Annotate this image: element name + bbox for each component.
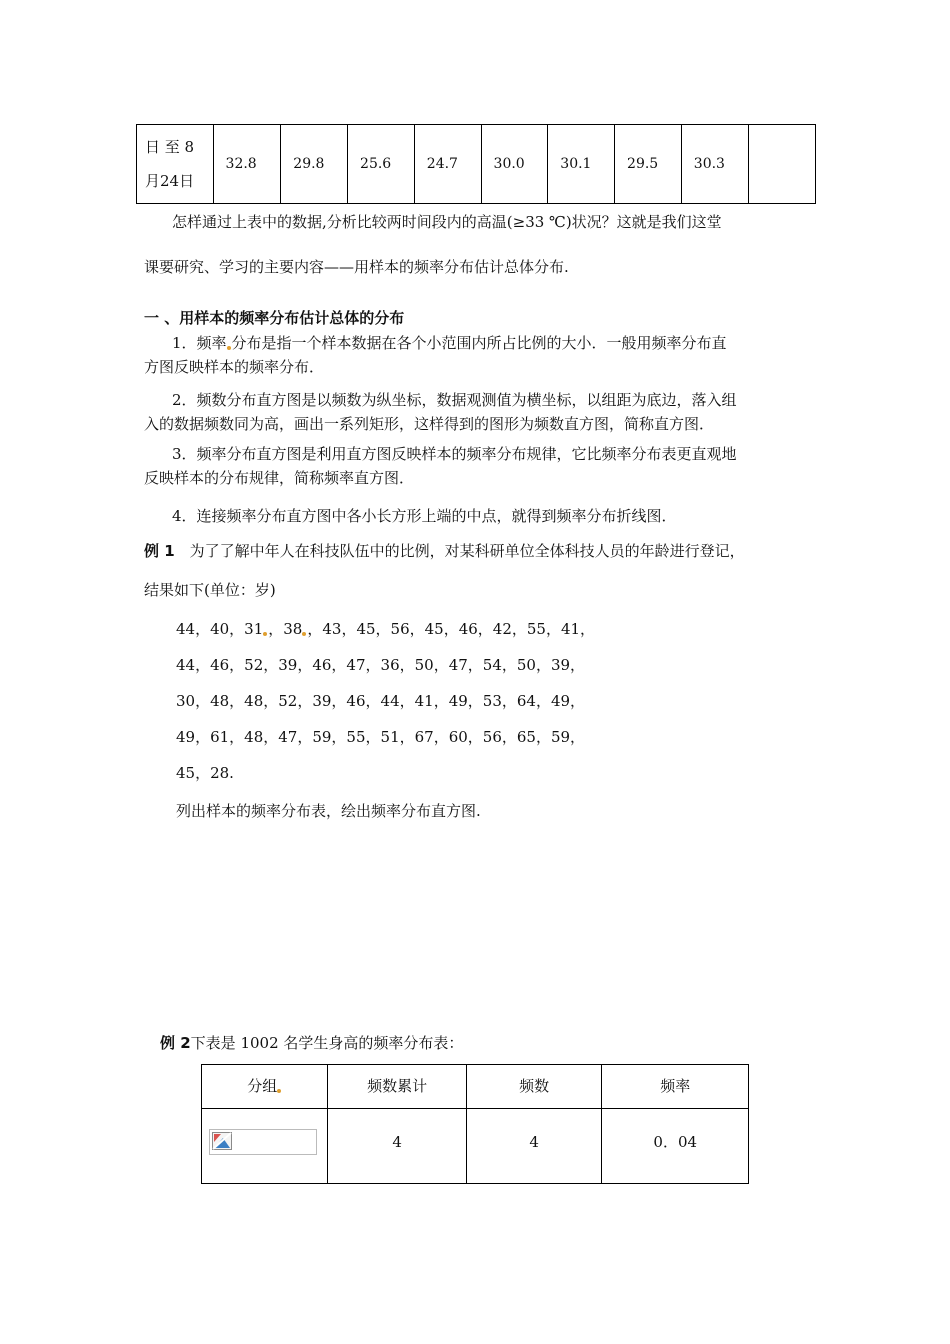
frequency-cell: 0．04 <box>602 1109 749 1184</box>
data-line-4: 49，61，48，47，59，55，51，67，60，56，65，59， <box>176 728 586 746</box>
data-line-2: 44，46，52，39，46，47，36，50，47，54，50，39， <box>176 656 586 674</box>
image-placeholder <box>209 1129 317 1155</box>
table-row <box>137 125 816 204</box>
data-line-3: 30，48，48，52，39，46，44，41，49，53，64，49， <box>176 692 586 710</box>
group-cell <box>202 1109 328 1184</box>
date-range-cell: 日 至 8 月24日 <box>137 125 214 204</box>
paragraph-3: 3．频率分布直方图是利用直方图反映样本的频率分布规律，它比频率分布表更直观地 <box>172 445 737 463</box>
temp-cell <box>748 125 815 204</box>
header-cumulative: 频数累计 <box>328 1065 466 1109</box>
temperature-table <box>136 124 816 204</box>
header-group: 分组 <box>202 1065 328 1109</box>
data-line-5: 45，28. <box>176 764 234 782</box>
paragraph-4: 4．连接频率分布直方图中各小长方形上端的中点，就得到频率分布折线图． <box>172 507 677 525</box>
paragraph-1-cont: 方图反映样本的频率分布． <box>144 358 325 376</box>
temp-cell: 25.6 <box>348 125 415 204</box>
example-2-line: 例 2下表是 1002 名学生身高的频率分布表： <box>160 1034 464 1052</box>
temp-cell: 24.7 <box>414 125 481 204</box>
data-line-1: 44，40，31 ，38 ，43，45，56，45，46，42，55，41， <box>176 620 596 638</box>
annotation-dot-icon <box>277 1089 281 1093</box>
example-1-label: 例 1 <box>144 542 175 560</box>
temp-cell: 29.5 <box>615 125 682 204</box>
paragraph-3-cont: 反映样本的分布规律，简称频率直方图． <box>144 469 415 487</box>
frequency-table <box>201 1064 749 1184</box>
example-2-label: 例 2 <box>160 1034 191 1052</box>
example-1-line-2: 结果如下(单位：岁) <box>144 581 276 599</box>
intro-line-2: 课要研究、学习的主要内容——用样本的频率分布估计总体分布. <box>144 258 569 276</box>
count-cell: 4 <box>466 1109 602 1184</box>
table-row <box>202 1109 749 1184</box>
example-1-task: 列出样本的频率分布表，绘出频率分布直方图. <box>176 802 481 820</box>
temp-cell: 29.8 <box>281 125 348 204</box>
intro-line-1: 怎样通过上表中的数据,分析比较两时间段内的高温(≥33 ℃)状况？这就是我们这堂 <box>172 213 722 231</box>
section-heading: 一 、用样本的频率分布估计总体的分布 <box>144 309 405 327</box>
cumulative-cell: 4 <box>328 1109 466 1184</box>
table-header-row <box>202 1065 749 1109</box>
broken-image-icon <box>212 1132 232 1150</box>
paragraph-2: 2．频数分布直方图是以频数为纵坐标，数据观测值为横坐标，以组距为底边，落入组 <box>172 391 737 409</box>
example-1-line-1: 例 1 为了了解中年人在科技队伍中的比例，对某科研单位全体科技人员的年龄进行登记， <box>144 542 745 560</box>
header-count: 频数 <box>466 1065 602 1109</box>
temp-cell: 30.3 <box>681 125 748 204</box>
annotation-dot-icon <box>302 632 306 636</box>
annotation-dot-icon <box>263 632 267 636</box>
temp-cell: 30.0 <box>481 125 548 204</box>
annotation-dot-icon <box>227 346 231 350</box>
temp-cell: 32.8 <box>213 125 281 204</box>
header-frequency: 频率 <box>602 1065 749 1109</box>
paragraph-2-cont: 入的数据频数同为高，画出一系列矩形，这样得到的图形为频数直方图，简称直方图． <box>144 415 715 433</box>
paragraph-1: 1．频率 分布是指一个样本数据在各个小范围内所占比例的大小．一般用频率分布直 <box>172 334 727 352</box>
temp-cell: 30.1 <box>548 125 615 204</box>
